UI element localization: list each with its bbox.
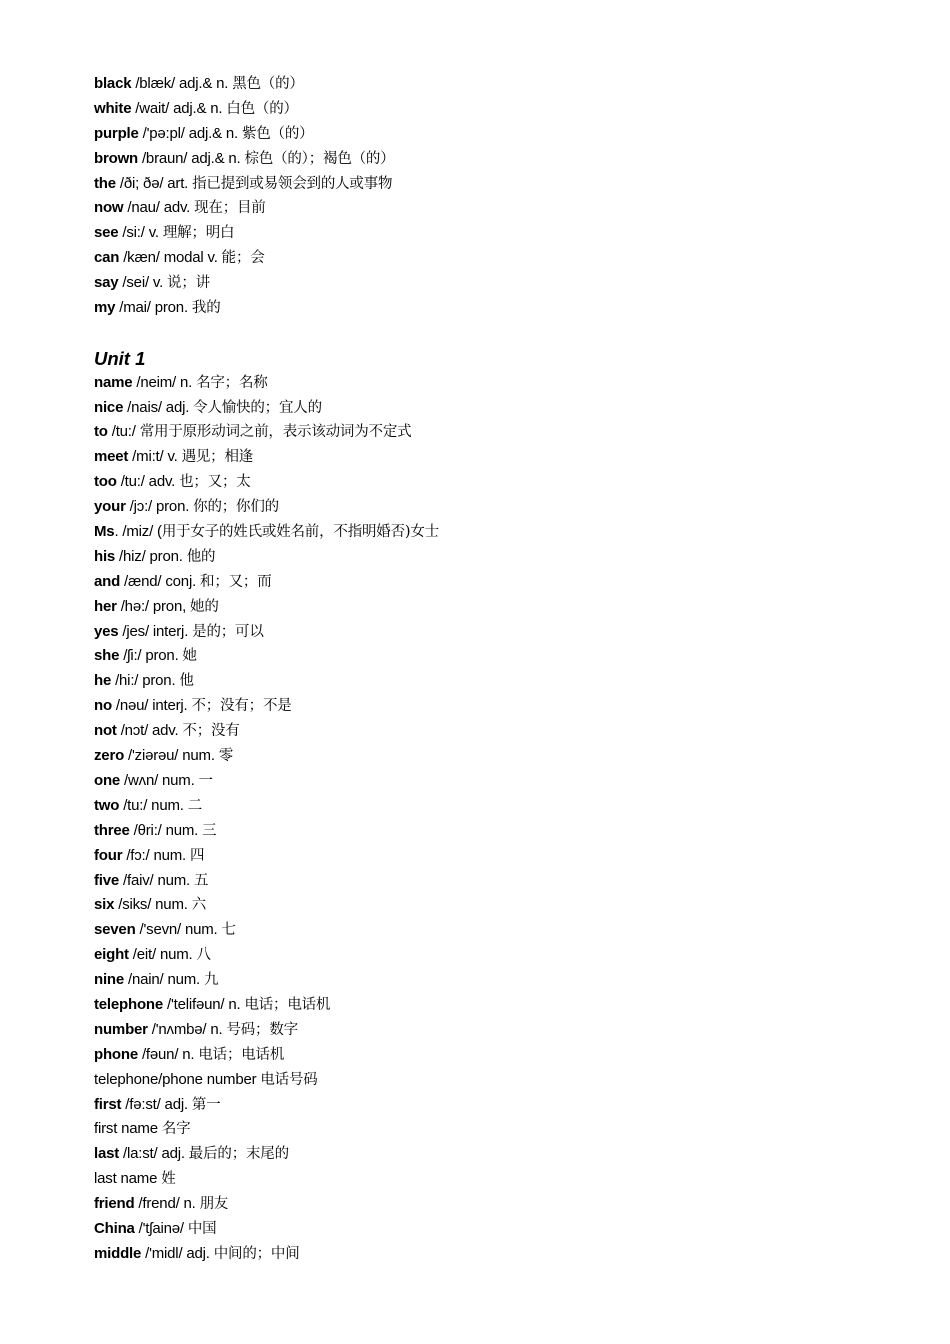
vocab-phonetic-pos: /'sevn/ num. — [135, 921, 222, 939]
vocab-meaning: 六 — [191, 897, 206, 914]
vocab-phonetic-pos: . /miz/ ( — [114, 523, 162, 541]
vocab-phonetic-pos: /nəu/ interj. — [111, 697, 192, 715]
vocab-word: middle — [94, 1244, 142, 1262]
vocab-word: seven — [94, 921, 136, 939]
vocab-entry — [94, 744, 914, 769]
vocab-meaning: 八 — [196, 947, 211, 964]
vocab-entry — [94, 1242, 914, 1267]
vocab-meaning: 也；又；太 — [179, 474, 251, 491]
vocab-phonetic-pos: /frend/ n. — [134, 1195, 200, 1213]
vocab-word: number — [94, 1020, 148, 1038]
vocab-word: zero — [94, 747, 125, 765]
vocab-word: nice — [94, 398, 124, 416]
vocab-entry — [94, 1117, 914, 1142]
vocab-phonetic-pos: /'nʌmbə/ n. — [147, 1020, 227, 1038]
vocab-phonetic-pos: /nain/ num. — [124, 971, 204, 989]
vocab-phonetic-pos: /fəun/ n. — [138, 1045, 199, 1063]
vocab-word: now — [94, 199, 124, 217]
vocab-phonetic-pos: /'pə:pl/ adj.& n. — [138, 124, 242, 142]
vocab-word: black — [94, 75, 132, 92]
vocab-phonetic-pos: /la:st/ adj. — [119, 1145, 189, 1163]
vocab-meaning: 电话号码 — [260, 1071, 318, 1088]
vocab-word: your — [94, 498, 126, 516]
vocab-phonetic-pos: /'tʃainə/ — [134, 1219, 188, 1237]
vocab-phonetic-pos: /tu:/ num. — [119, 796, 188, 814]
vocab-entry — [94, 918, 914, 943]
vocab-meaning: 黑色（的） — [232, 76, 304, 92]
vocab-meaning: 她 — [182, 648, 197, 665]
vocab-meaning: 名字；名称 — [196, 374, 268, 391]
vocab-entry — [94, 470, 914, 495]
vocab-entry — [94, 97, 914, 122]
vocab-meaning: 号码；数字 — [226, 1021, 298, 1038]
vocab-phonetic-pos: telephone/phone number — [94, 1070, 261, 1088]
vocab-entry — [94, 147, 914, 172]
vocab-entry — [94, 1167, 914, 1192]
vocab-word: three — [94, 821, 130, 839]
vocab-meaning: 说；讲 — [167, 275, 210, 292]
vocab-word: can — [94, 249, 120, 267]
vocab-phonetic-pos: /si:/ v. — [118, 224, 163, 242]
vocab-entry — [94, 545, 914, 570]
vocab-phonetic-pos: /tu:/ adv. — [116, 473, 180, 491]
vocab-word: meet — [94, 448, 129, 466]
vocab-meaning: 棕色（的）；褐色（的） — [244, 150, 395, 167]
vocab-entry — [94, 794, 914, 819]
vocab-phonetic-pos: /nais/ adj. — [123, 398, 194, 416]
vocab-phonetic-pos: /kæn/ modal v. — [119, 249, 222, 267]
vocab-word: two — [94, 796, 120, 814]
vocab-word: my — [94, 299, 116, 317]
vocab-phonetic-pos: /siks/ num. — [114, 896, 192, 914]
vocab-entry — [94, 620, 914, 645]
vocab-meaning: 四 — [189, 847, 205, 864]
vocabulary-list-unit-1 — [94, 371, 914, 1267]
vocab-phonetic-pos: /neim/ n. — [132, 373, 197, 391]
vocab-entry — [94, 570, 914, 595]
vocab-word: white — [94, 99, 132, 117]
vocab-phonetic-pos: /braun/ adj.& n. — [138, 149, 245, 167]
vocab-phonetic-pos: first name — [94, 1120, 162, 1138]
vocab-meaning: 姓 — [161, 1171, 176, 1188]
vocab-word: four — [94, 846, 123, 864]
vocab-entry — [94, 1217, 914, 1242]
vocab-phonetic-pos: /faiv/ num. — [119, 871, 194, 889]
vocab-phonetic-pos: /blæk/ adj.& n. — [131, 75, 233, 92]
vocab-meaning: 现在；目前 — [194, 200, 266, 217]
vocab-entry — [94, 1142, 914, 1167]
vocab-phonetic-pos: /wait/ adj.& n. — [131, 99, 227, 117]
vocab-meaning: 令人愉快的；宜人的 — [193, 399, 322, 416]
vocab-meaning: 是的；可以 — [192, 623, 264, 640]
vocab-word: her — [94, 597, 117, 615]
vocab-entry — [94, 968, 914, 993]
vocab-entry — [94, 445, 914, 470]
vocab-word: last — [94, 1145, 120, 1163]
vocab-entry — [94, 644, 914, 669]
vocab-meaning: 第一 — [191, 1096, 221, 1113]
vocab-meaning: 二 — [187, 797, 203, 814]
vocab-word: nine — [94, 971, 125, 989]
vocab-word: eight — [94, 946, 129, 964]
vocab-meaning: 和；又；而 — [200, 573, 272, 590]
vocab-meaning: 她的 — [190, 598, 219, 615]
vocab-phonetic-pos: /wʌn/ num. — [120, 771, 199, 789]
vocab-word: say — [94, 274, 119, 292]
vocab-phonetic-pos: /mi:t/ v. — [128, 448, 182, 466]
vocab-word: name — [94, 373, 133, 391]
vocab-word: phone — [94, 1045, 138, 1063]
vocab-word: telephone — [94, 995, 164, 1013]
vocab-meaning: 你的；你们的 — [193, 499, 279, 516]
vocab-meaning: 他的 — [186, 548, 216, 565]
vocab-entry — [94, 172, 914, 197]
vocab-entry — [94, 595, 914, 620]
vocab-phonetic-pos: /ʃi:/ pron. — [119, 647, 183, 665]
vocab-phonetic-pos: /hə:/ pron, — [116, 597, 191, 615]
vocab-word: six — [94, 896, 115, 914]
vocab-word: see — [94, 224, 119, 242]
vocab-meaning: 指已提到或易领会到的人或事物 — [192, 175, 393, 192]
vocab-phonetic-pos: /tu:/ — [107, 423, 140, 441]
vocab-meaning: 三 — [202, 822, 217, 839]
vocab-meaning: 遇见；相逢 — [181, 449, 254, 466]
vocab-entry — [94, 1068, 914, 1093]
vocab-entry — [94, 1192, 914, 1217]
vocab-word: friend — [94, 1195, 135, 1213]
vocab-entry — [94, 1043, 914, 1068]
vocab-meaning: 常用于原形动词之前，表示该动词为不定式 — [139, 424, 412, 441]
vocab-entry — [94, 420, 914, 445]
vocab-word: too — [94, 473, 117, 491]
vocab-entry — [94, 246, 914, 271]
vocab-meaning: 朋友 — [199, 1196, 229, 1213]
vocab-word: yes — [94, 622, 119, 640]
vocab-word: his — [94, 547, 116, 565]
vocab-word: five — [94, 871, 120, 889]
vocab-word: he — [94, 672, 112, 690]
vocab-entry — [94, 371, 914, 396]
vocab-word: she — [94, 647, 120, 665]
vocab-entry — [94, 122, 914, 147]
vocab-entry — [94, 769, 914, 794]
unit-heading: Unit 1 — [94, 347, 146, 369]
vocab-phonetic-pos: /jɔ:/ pron. — [125, 498, 194, 516]
vocab-meaning: 名字 — [161, 1121, 191, 1138]
vocab-word: purple — [94, 124, 139, 142]
vocab-entry — [94, 1093, 914, 1118]
vocab-phonetic-pos: /hiz/ pron. — [115, 547, 187, 565]
vocab-phonetic-pos: /ði; ðə/ art. — [115, 174, 193, 192]
vocab-phonetic-pos: /sei/ v. — [118, 274, 168, 292]
vocab-phonetic-pos: /eit/ num. — [128, 946, 197, 964]
vocab-word: no — [94, 697, 112, 715]
vocab-word: brown — [94, 149, 138, 167]
vocab-entry — [94, 196, 914, 221]
vocab-entry — [94, 819, 914, 844]
vocab-meaning: 白色（的） — [226, 100, 298, 117]
vocab-entry — [94, 669, 914, 694]
vocab-entry — [94, 694, 914, 719]
vocab-meaning: 一 — [198, 772, 213, 789]
vocab-entry — [94, 221, 914, 246]
vocab-phonetic-pos: /fɔ:/ num. — [122, 846, 190, 864]
vocab-meaning: 紫色（的） — [241, 125, 314, 142]
vocab-phonetic-pos: /ænd/ conj. — [120, 572, 201, 590]
vocabulary-page — [94, 72, 914, 1267]
vocab-entry — [94, 72, 914, 97]
vocab-phonetic-pos: /'ziərəu/ num. — [124, 747, 219, 765]
vocab-entry — [94, 520, 914, 545]
vocab-phonetic-pos: last name — [94, 1170, 162, 1188]
vocab-entry — [94, 719, 914, 744]
vocab-phonetic-pos: /nɔt/ adv. — [116, 722, 183, 740]
vocab-entry — [94, 1018, 914, 1043]
vocab-entry — [94, 396, 914, 421]
vocab-entry — [94, 943, 914, 968]
vocab-word: first — [94, 1095, 122, 1113]
vocab-meaning: 电话；电话机 — [244, 996, 331, 1013]
vocab-word: to — [94, 423, 108, 441]
vocab-meaning: 能；会 — [221, 250, 265, 267]
vocab-phonetic-pos: /fə:st/ adj. — [121, 1095, 192, 1113]
vocab-word: the — [94, 174, 116, 192]
vocab-meaning: 中国 — [187, 1220, 217, 1237]
vocab-meaning: 中间的；中间 — [213, 1245, 300, 1262]
vocab-entry — [94, 296, 914, 321]
vocab-word: China — [94, 1219, 135, 1237]
vocab-meaning: 不；没有 — [182, 723, 240, 740]
vocab-phonetic-pos: /mai/ pron. — [115, 299, 192, 317]
vocab-meaning: 不；没有；不是 — [191, 698, 292, 715]
section-gap — [94, 321, 914, 346]
vocab-phonetic-pos: /'midl/ adj. — [141, 1244, 214, 1262]
vocab-meaning: 电话；电话机 — [198, 1046, 285, 1063]
vocab-meaning: 九 — [204, 972, 219, 989]
vocab-meaning: 零 — [218, 748, 234, 765]
vocab-meaning: 用于女子的姓氏或姓名前，不指明婚否)女士 — [161, 524, 439, 541]
vocab-entry — [94, 993, 914, 1018]
vocab-phonetic-pos: /jes/ interj. — [118, 622, 193, 640]
vocab-entry — [94, 495, 914, 520]
vocab-phonetic-pos: /'telifəun/ n. — [163, 995, 245, 1013]
vocab-phonetic-pos: /hi:/ pron. — [111, 672, 180, 690]
vocab-meaning: 七 — [221, 922, 236, 939]
vocab-word: not — [94, 722, 117, 740]
vocabulary-list-intro — [94, 72, 914, 321]
vocab-meaning: 最后的；末尾的 — [188, 1146, 289, 1163]
vocab-entry — [94, 271, 914, 296]
vocab-word: Ms — [94, 523, 115, 541]
vocab-meaning: 他 — [179, 673, 194, 690]
vocab-word: and — [94, 572, 121, 590]
vocab-entry — [94, 844, 914, 869]
vocab-meaning: 五 — [194, 872, 209, 889]
vocab-meaning: 理解；明白 — [162, 225, 235, 242]
vocab-phonetic-pos: /nau/ adv. — [123, 199, 195, 217]
vocab-entry — [94, 893, 914, 918]
vocab-word: one — [94, 771, 121, 789]
vocab-entry — [94, 869, 914, 894]
vocab-meaning: 我的 — [191, 300, 221, 317]
vocab-phonetic-pos: /θri:/ num. — [129, 821, 203, 839]
